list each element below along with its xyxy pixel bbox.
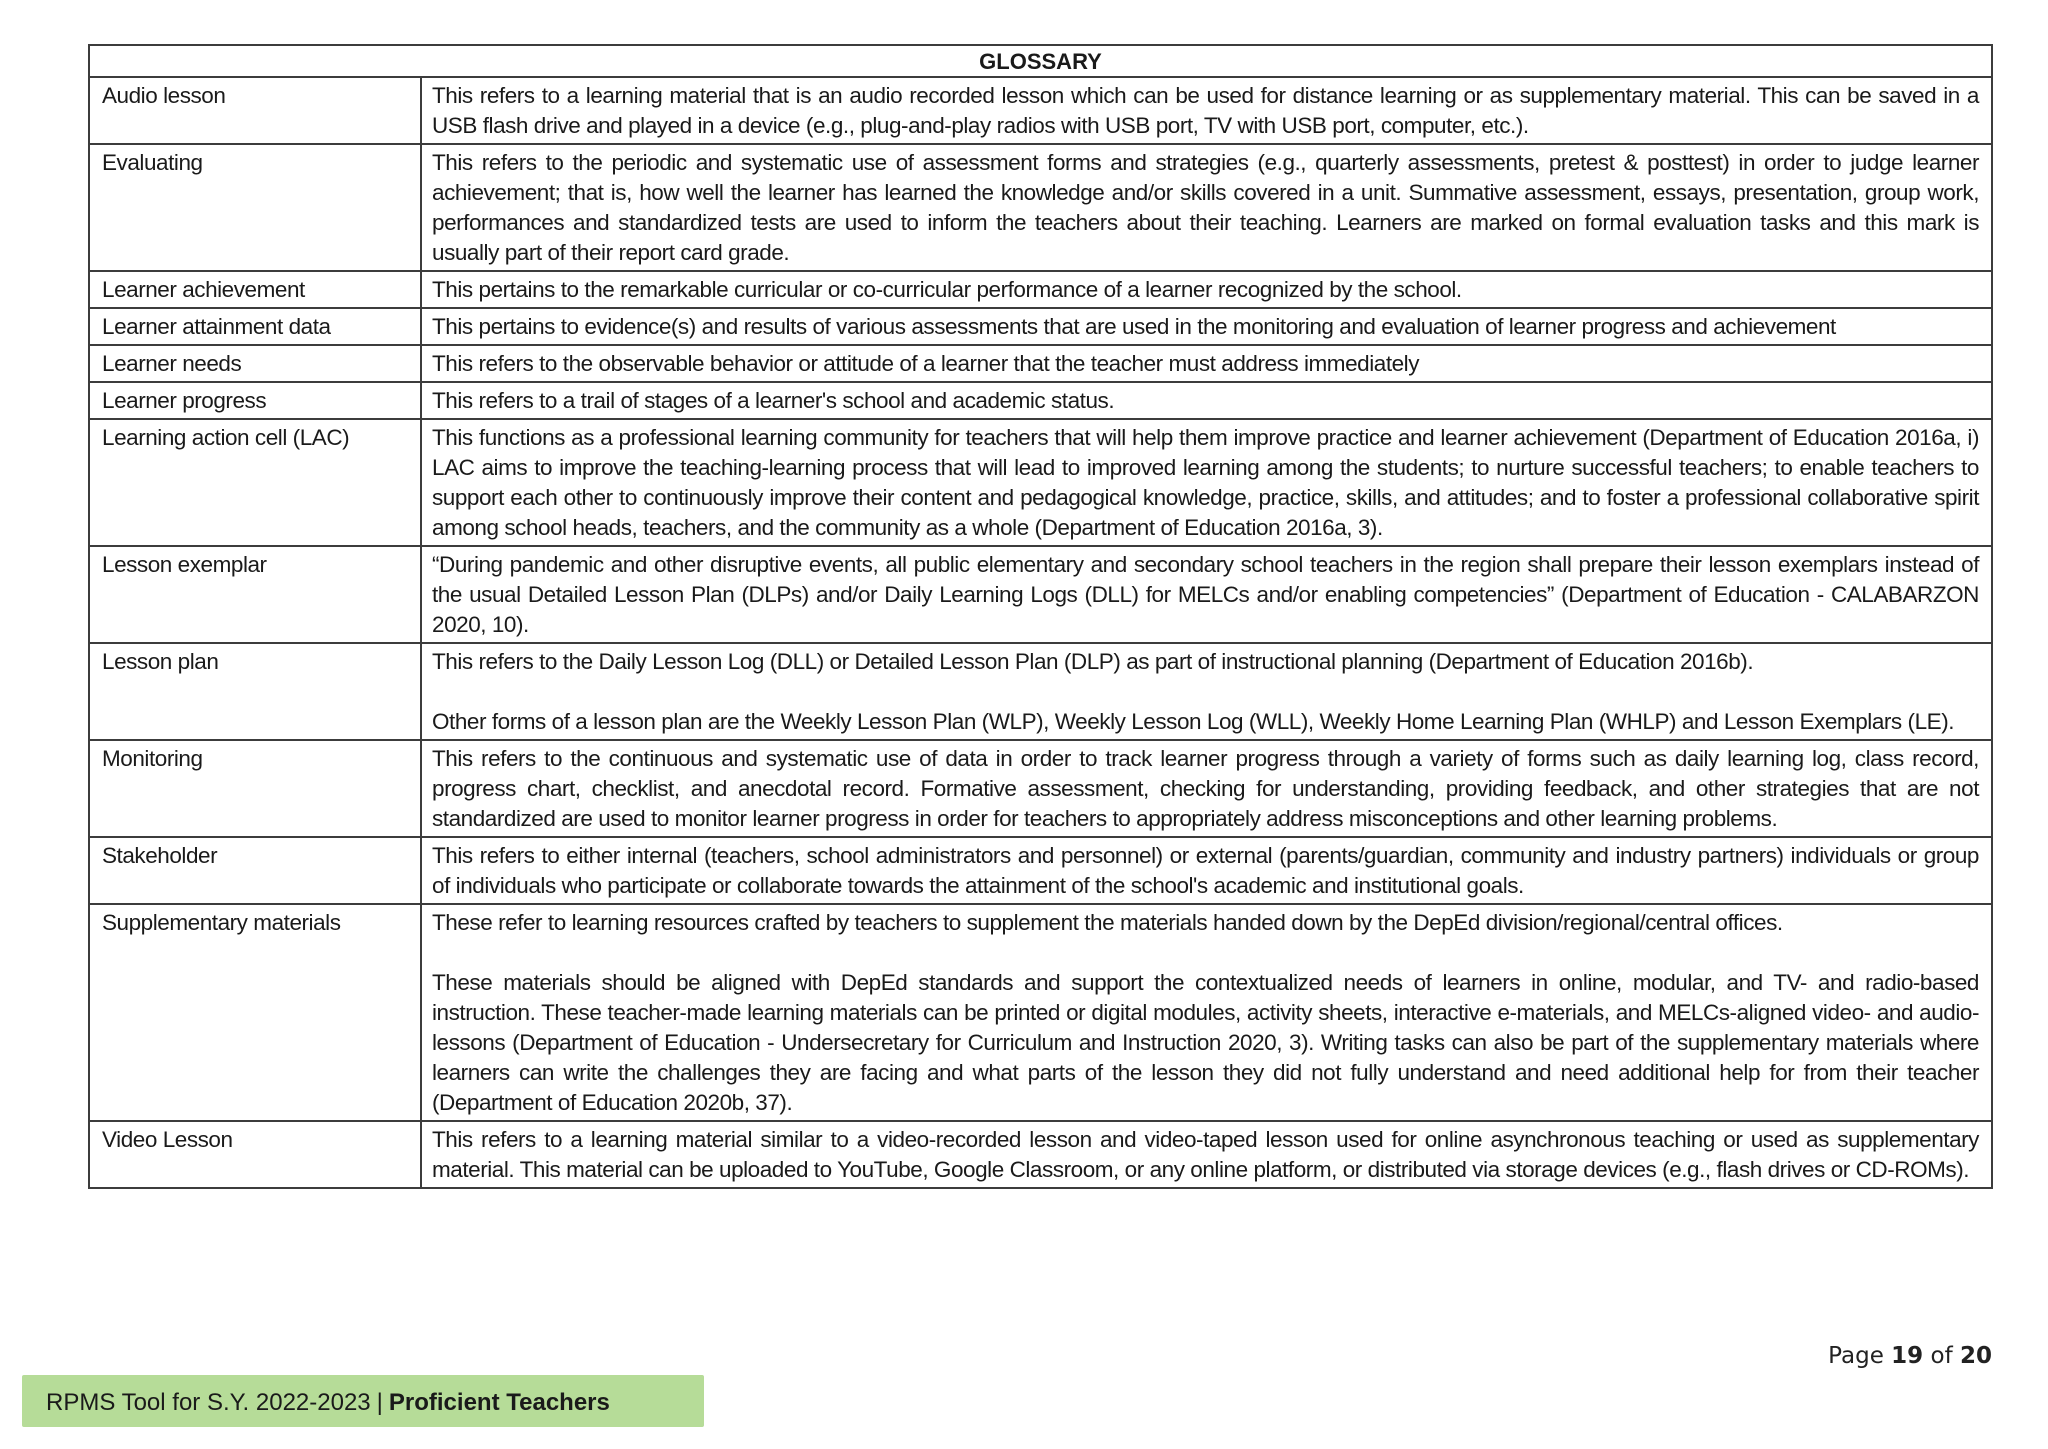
page-number — [1828, 1343, 1992, 1369]
glossary-definition — [421, 271, 1992, 308]
glossary-definition — [421, 837, 1992, 904]
definition-paragraph: This refers to the Daily Lesson Log (DLL) or Detailed Lesson Plan (DLP) as part of instructional planning (Department of Education 2016b). — [432, 649, 1754, 674]
glossary-definition — [421, 643, 1992, 740]
glossary-row — [89, 419, 1992, 546]
glossary-row — [89, 546, 1992, 643]
definition-paragraph: This functions as a professional learning community for teachers that will help them improve practice and learner achievement (Department of Education 2016a, i) LAC aims to improve the teaching-learning process that will lead to improved learning among the students; to nurture successful teachers; to enable teachers to support each other to continuously improve their content and pedagogical knowledge, practice, skills, and attitudes; and to foster a professional collaborative spirit among school heads, teachers, and the community as a whole (Department of Education 2016a, 3). — [432, 425, 1979, 540]
definition-paragraph: This refers to a learning material similar to a video-recorded lesson and video-taped lesson used for online asynchronous teaching or used as supplementary material. This material can be uploaded to YouTube, Google Classroom, or any online platform, or distributed via storage devices (e.g., flash drives or CD-ROMs). — [432, 1127, 1979, 1182]
glossary-definition — [421, 308, 1992, 345]
glossary-row — [89, 77, 1992, 144]
definition-paragraph: “During pandemic and other disruptive events, all public elementary and secondary school teachers in the region shall prepare their lesson exemplars instead of the usual Detailed Lesson Plan (DLPs) and/or Daily Learning Logs (DLL) for MELCs and/or enabling competencies” (Department of Education - CALABARZON 2020, 10). — [432, 552, 1979, 637]
glossary-definition — [421, 77, 1992, 144]
definition-paragraph: This refers to either internal (teachers, school administrators and personnel) or external (parents/guardian, community and industry partners) individuals or group of individuals who participate or collaborate towards the attainment of the school's academic and institutional goals. — [432, 843, 1979, 898]
glossary-row — [89, 1121, 1992, 1188]
glossary-row — [89, 740, 1992, 837]
definition-paragraph: This refers to the observable behavior or attitude of a learner that the teacher must address immediately — [432, 351, 1420, 376]
glossary-row — [89, 382, 1992, 419]
glossary-term: Lesson plan — [89, 643, 421, 740]
definition-paragraph: These materials should be aligned with DepEd standards and support the contextualized needs of learners in online, modular, and TV- and radio-based instruction. These teacher-made learning materials can be printed or digital modules, activity sheets, interactive e-materials, and MELCs-aligned video- and audio-lessons (Department of Education - Undersecretary for Curriculum and Instruction 2020, 3). Writing tasks can also be part of the supplementary materials where learners can write the challenges they are facing and what parts of the lesson they did not fully understand and need additional help for from their teacher (Department of Education 2020b, 37). — [432, 970, 1979, 1115]
glossary-row — [89, 643, 1992, 740]
definition-paragraph: This refers to a learning material that is an audio recorded lesson which can be used for distance learning or as supplementary material. This can be saved in a USB flash drive and played in a device (e.g., plug-and-play radios with USB port, TV with USB port, computer, etc.). — [432, 83, 1979, 138]
footer-banner — [22, 1375, 704, 1427]
glossary-term: Learner progress — [89, 382, 421, 419]
glossary-definition — [421, 1121, 1992, 1188]
glossary-term: Lesson exemplar — [89, 546, 421, 643]
glossary-term: Stakeholder — [89, 837, 421, 904]
glossary-body — [89, 77, 1992, 1188]
glossary-row — [89, 904, 1992, 1121]
page-current: 19 — [1891, 1343, 1924, 1369]
glossary-term: Evaluating — [89, 144, 421, 271]
footer-separator: | — [376, 1389, 383, 1416]
glossary-term: Audio lesson — [89, 77, 421, 144]
glossary-definition — [421, 904, 1992, 1121]
glossary-definition — [421, 382, 1992, 419]
definition-paragraph: This pertains to evidence(s) and results of various assessments that are used in the monitoring and evaluation of learner progress and achievement — [432, 314, 1836, 339]
page-label: Page — [1828, 1343, 1884, 1369]
glossary-definition — [421, 740, 1992, 837]
definition-paragraph: This refers to the periodic and systematic use of assessment forms and strategies (e.g., quarterly assessments, pretest & posttest) in order to judge learner achievement; that is, how well the learner has learned the knowledge and/or skills covered in a unit. Summative assessment, essays, presentation, group work, performances and standardized tests are used to inform the teachers about their teaching. Learners are marked on formal evaluation tasks and this mark is usually part of their report card grade. — [432, 150, 1979, 265]
glossary-row — [89, 144, 1992, 271]
glossary-term: Video Lesson — [89, 1121, 421, 1188]
glossary-row — [89, 271, 1992, 308]
definition-paragraph: This pertains to the remarkable curricular or co-curricular performance of a learner recognized by the school. — [432, 277, 1462, 302]
glossary-header-row — [89, 45, 1992, 77]
definition-paragraph: Other forms of a lesson plan are the Weekly Lesson Plan (WLP), Weekly Lesson Log (WLL), Weekly Home Learning Plan (WHLP) and Lesson Exemplars (LE). — [432, 709, 1955, 734]
glossary-term: Learner achievement — [89, 271, 421, 308]
glossary-definition — [421, 419, 1992, 546]
glossary-row — [89, 345, 1992, 382]
page-of-label: of — [1930, 1343, 1953, 1369]
definition-paragraph: This refers to a trail of stages of a learner's school and academic status. — [432, 388, 1115, 413]
glossary-term: Supplementary materials — [89, 904, 421, 1121]
glossary-term: Learning action cell (LAC) — [89, 419, 421, 546]
page-total: 20 — [1959, 1343, 1992, 1369]
footer-audience-label: Proficient Teachers — [388, 1389, 610, 1416]
glossary-term: Learner needs — [89, 345, 421, 382]
glossary-table — [88, 44, 1993, 1189]
glossary-term: Monitoring — [89, 740, 421, 837]
glossary-definition — [421, 345, 1992, 382]
glossary-title: GLOSSARY — [89, 45, 1992, 77]
glossary-definition — [421, 546, 1992, 643]
footer-tool-label: RPMS Tool for S.Y. 2022-2023 — [46, 1389, 371, 1416]
glossary-row — [89, 308, 1992, 345]
definition-paragraph: These refer to learning resources crafted by teachers to supplement the materials handed down by the DepEd division/regional/central offices. — [432, 910, 1783, 935]
definition-paragraph: This refers to the continuous and systematic use of data in order to track learner progress through a variety of forms such as daily learning log, class record, progress chart, checklist, and anecdotal record. Formative assessment, checking for understanding, providing feedback, and other strategies that are not standardized are used to monitor learner progress in order for teachers to appropriately address misconceptions and other learning problems. — [432, 746, 1979, 831]
glossary-row — [89, 837, 1992, 904]
glossary-definition — [421, 144, 1992, 271]
glossary-term: Learner attainment data — [89, 308, 421, 345]
